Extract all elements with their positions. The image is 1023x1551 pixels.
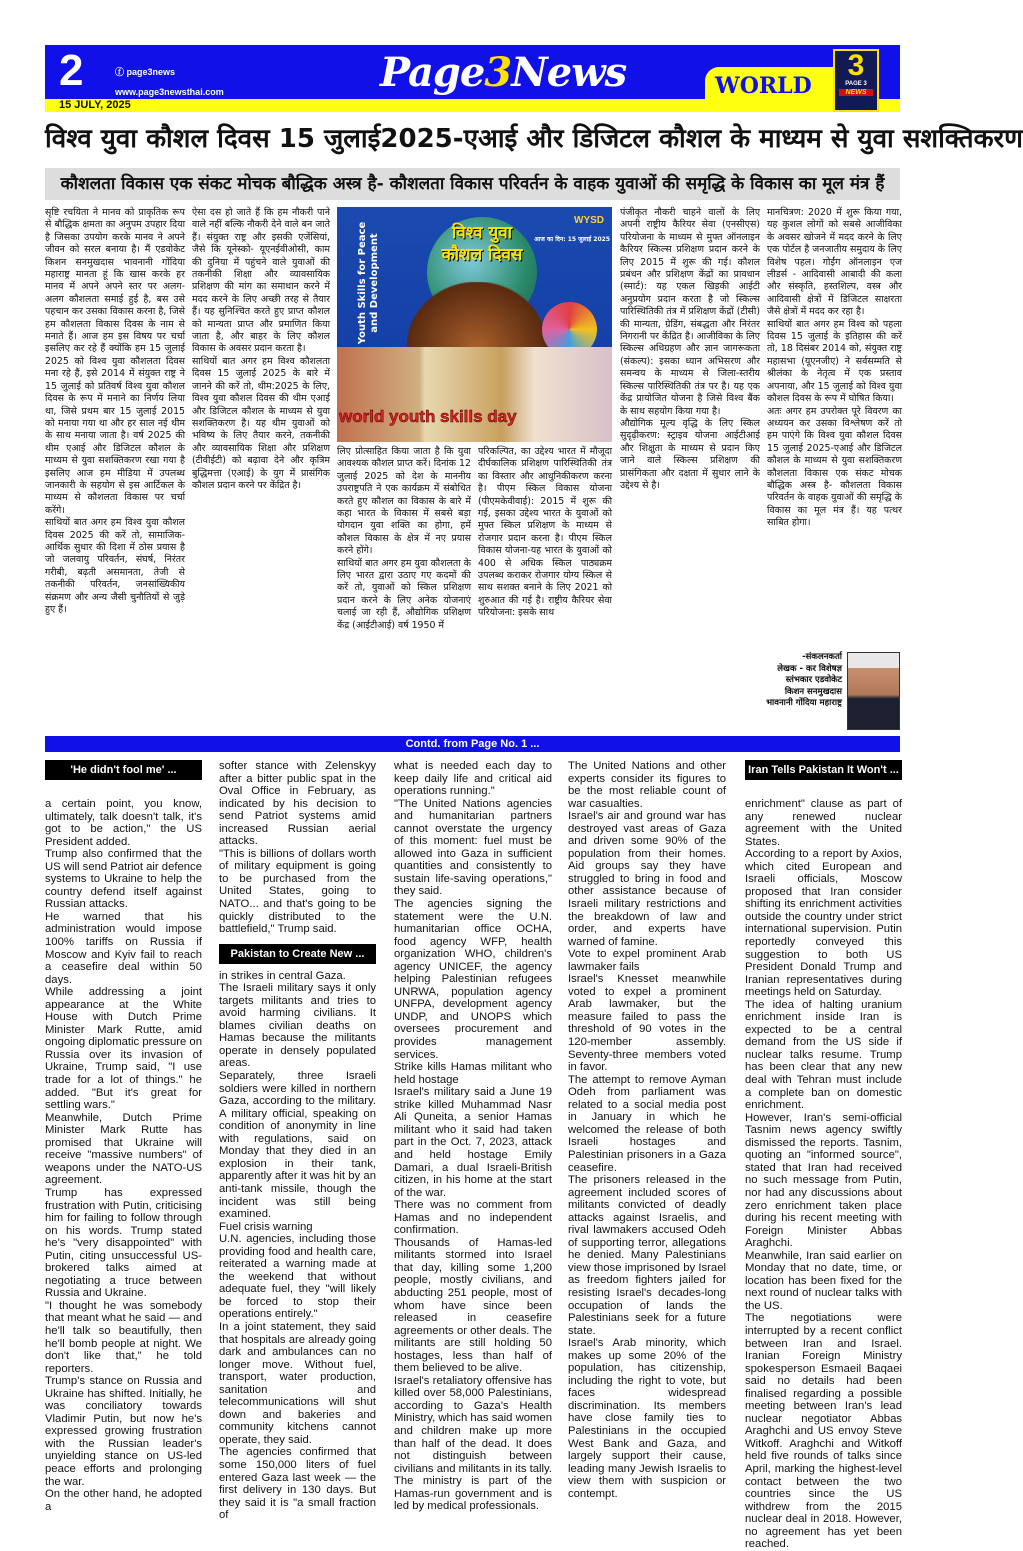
article-paragraph: in strikes in central Gaza.: [219, 969, 346, 982]
article-paragraph: साथियों बात अगर हम युवा कौशलता के लिए भारत द्वारा उठाए गए कदमों की करें तो, युवाओं को स्किल प्रशिक्षण प्रदान करने के लिए अनेक योजनाएं चलाई जा रही हैं, औद्योगिक प्रशिक्षण केंद्र (आईटीआई) वर्ष 1950 में: [337, 557, 471, 631]
section-label: WORLD: [715, 73, 812, 99]
article-paragraph: enrichment" clause as part of any renewed nuclear agreement with the United States.: [745, 798, 902, 848]
facebook-icon: ⓕ: [115, 67, 127, 77]
article-paragraph: The attempt to remove Ayman Odeh from parliament was related to a social media post in January in which he welcomed the release of both Israeli hostages and Palestinian prisoners in a Gaza ceasefire.: [568, 1073, 726, 1174]
article-paragraph: The prisoners released in the agreement included scores of militants convicted of deadly attacks against Israelis, and rival lawmakers accused Odeh of supporting terror, allegations he denied. Many Palestinians view those imprisoned by Israel as freedom fighters jailed for resisting Israel's decades-long occupation of lands the Palestinians seek for a future state.: [568, 1174, 726, 1337]
photo-globe-panel: [337, 207, 612, 347]
article-paragraph: Trump also confirmed that the US will send Patriot air defence systems to Ukraine to help the country defend itself against Russian attacks.: [45, 848, 202, 911]
article-paragraph: ऐसा दस हो जाते हैं कि हम नौकरी पाने वाले नहीं बल्कि नौकरी देने वाले बन जाते हैं। संयुक्त राष्ट्र और इसकी एजेंसियां, जैसे कि यूनेस्को- यूएनईवीओसी, काम की दुनिया में पहुंचने वाले युवाओं की तकनीकी शिक्षा और व्यावसायिक प्रशिक्षण की मांग का समाधान करने में मदद करने के लिए अच्छी तरह से तैयार हैं। यह सुनिश्चित करते हुए प्राप्त कौशल को मान्यता प्राप्त और प्रमाणित किया जाता है, और बाहर के लिए कौशल विकास के अवसर प्रदान करता है।: [192, 207, 330, 355]
article-paragraph: Strike kills Hamas militant who held hostage: [394, 1061, 552, 1086]
article-photo: [337, 207, 612, 442]
page-number: 2: [59, 46, 84, 95]
byline-role: -संकलनकर्ता: [802, 652, 842, 662]
article-paragraph: Israel's military said a June 19 strike killed Muhammad Nasr Ali Quneita, a senior Hamas militant who it said had taken part in the Oct. 7, 2023, attack and held hostage Emily Damari, a dual Israeli-British citizen, in his home at the start of the war.: [394, 1086, 552, 1199]
article-paragraph: According to a report by Axios, which cited European and Israeli officials, Moscow proposed that Iran consider shifting its enrichment activities outside the country under strict international supervision. Putin reportedly conveyed this suggestion to both US President Donald Trump and Iranian representatives during meetings held on Saturday.: [745, 848, 902, 999]
article-paragraph: Israel's retaliatory offensive has killed over 58,000 Palestinians, according to Gaza's Health Ministry, which has said women and children make up more than half of the dead. It does not distinguish between civilians and militants in its tally.: [394, 1374, 553, 1475]
article-paragraph: While addressing a joint appearance at the White House with Dutch Prime Minister Mark Rutte, amid ongoing diplomatic pressure on Russia over its invasion of Ukraine, Trump said, "I use trade for a lot of things." he added. "But it's great for settling wars.": [45, 986, 202, 1112]
article-paragraph: "This is billions of dollars worth of military equipment is going to be purchased from the United States, going to NATO... and that's going to be quickly distributed to the battlefield," Trump said.: [219, 847, 376, 936]
article-paragraph: The United Nations and other experts consider its figures to be the most reliable count of war casualties.: [568, 760, 726, 810]
sub-headline: कौशलता विकास एक संकट मोचक बौद्धिक अस्त्र है- कौशलता विकास परिवर्तन के वाहक युवाओं की समृद्धि के विकास का मूल मंत्र हैं: [45, 168, 900, 200]
story-header: Pakistan to Create New ...: [219, 944, 376, 964]
english-column-3: [394, 760, 553, 1513]
english-column-2: [219, 760, 377, 1522]
article-paragraph: Thousands of Hamas-led militants stormed into Israel that day, killing some 1,200 people, mostly civilians, and abducting 251 people, most of whom have since been released in ceasefire agreements or other deals. The militants are still holding 50 hostages, less than half of them believed to be alive.: [394, 1236, 552, 1375]
article-paragraph: a certain point, you know, ultimately, talk doesn't talk, it's got to be action," the US President added.: [45, 798, 202, 848]
article-paragraph: मानचित्रण: 2020 में शुरू किया गया, यह कुशल लोगों को सबसे आजीविका के अवसर खोजने में मदद करने के लिए एक पोर्टल है जनजातीय समुदाय के लिए विशेष पहल। गोईंग ऑनलाइन एज लीडर्स - आदिवासी आबादी की कला और संस्कृति, हस्तशिल्प, वस्त्र और आदिवासी क्षेत्रों में डिजिटल साक्षरता जैसे क्षेत्रों में मदद कर रहा है।: [767, 207, 902, 318]
article-paragraph: In a joint statement, they said that hospitals are already going dark and ambulances can no longer move. Without fuel, transport, water production, sanitation and telecommunications will shut down and bakeries and community kitchens cannot operate, they said.: [219, 1320, 377, 1446]
article-paragraph: He warned that his administration would impose 100% tariffs on Russia if Moscow and Kyiv fail to reach a ceasefire deal within 50 days.: [45, 910, 202, 986]
facebook-handle[interactable]: [115, 65, 175, 78]
article-paragraph: Israel's air and ground war has destroyed vast areas of Gaza and driven some 90% of the population from their homes. Aid groups say they have struggled to bring in food and other assistance because of Israeli military restrictions and the breakdown of law and order, and experts have warned of famine.: [568, 810, 726, 948]
hindi-column-5: [620, 207, 760, 730]
article-paragraph: Meanwhile, Iran said earlier on Monday that no date, time, or location has been fixed for the next round of nuclear talks with the US.: [745, 1249, 902, 1312]
photo-vertical-text: Youth Skills for Peace and Development: [357, 221, 380, 345]
article-paragraph: However, Iran's semi-official Tasnim news agency swiftly dismissed the reports. Tasnim, quoting an "informed source", stated that Iran had received no such message from Putin, nor had any discussions about zero enrichment taken place during his recent meeting with Foreign Minister Abbas Araghchi.: [745, 1111, 902, 1250]
photo-title: विश्व युवा कौशल दिवस: [441, 223, 523, 265]
photo-caption: world youth skills day: [339, 407, 517, 426]
article-paragraph: सृष्टि रचयिता ने मानव को प्राकृतिक रूप से बौद्धिक क्षमता का अनुपम उपहार दिया है जिसका उपयोग करके मानव ने अपने जीवन को सरल बनाया है। मैं एडवोकेट किशन सनमुखदास भावनानी गोंदिया महाराष्ट्र मानता हूं कि खास करके हर मानव में अपने अपने स्तर पर अलग-अलग कौशलता समाई हुई है, बस उसे पहचान कर उसका विकास करना है, जिसे हम कौशलता विकास दिवस के नाम से मनाते हैं। आज हम इस विषय पर चर्चा इसलिए कर रहे हैं क्योंकि हम 15 जुलाई 2025 को विश्व युवा कौशलता दिवस मना रहे हैं, इसे 2014 में संयुक्त राष्ट्र ने 15 जुलाई को प्रतिवर्ष विश्व युवा कौशल दिवस के रूप में मनाने का निर्णय लिया था, जिसे प्रथम बार 15 जुलाई 2015 को मनाया गया था और हर साल नई थीम के साथ मनाया जाता है। वर्ष 2025 की थीम एआई और डिजिटल कौशल के माध्यम से युवा सशक्तिकरण रखा गया है इसलिए आज हम मीडिया में उपलब्ध जानकारी के सहयोग से इस आर्टिकल के माध्यम से कौशलता विकास पर चर्चा करेंगे।: [45, 207, 185, 516]
hindi-column-2: [192, 207, 330, 730]
article-paragraph: साथियों बात अगर हम विश्व को पहला दिवस 15 जुलाई के इतिहास की करें तो, 18 दिसंबर 2014 को, संयुक्त राष्ट्र महासभा (यूएनजीए) ने सर्वसम्मति से श्रीलंका के नेतृत्व में एक प्रस्ताव अपनाया, और 15 जुलाई को विश्व युवा कौशल दिवस के रूप में घोषित किया।: [767, 318, 902, 405]
article-paragraph: साथियों बात अगर हम विश्व युवा कौशल दिवस 2025 की करें तो, सामाजिक-आर्थिक सुधार की दिशा में ठोस प्रयास है जो जलवायु परिवर्तन, संघर्ष, निरंतर गरीबी, बढ़ती असमानता, तेजी से तकनीकी परिवर्तन, जनसांख्यिकीय संक्रमण और अन्य जैसी चुनौतियों से जुड़े हुए हैं।: [45, 517, 185, 615]
article-paragraph: औद्योगिक मूल्य वृद्धि के लिए स्किल सुदृढ़ीकरण: स्ट्राइव योजना आईटीआई और शिक्षुता के माध्यम से प्रदान किए जाने वाले स्किल्स प्रशिक्षण की प्रासंगिकता और दक्षता में सुधार लाने के उद्देश्य से है।: [620, 417, 760, 491]
article-paragraph: U.N. agencies, including those providing food and health care, reiterated a warning made at the weekend that without adequate fuel, they "will likely be forced to stop their operations entirely.": [219, 1233, 376, 1321]
main-headline: विश्व युवा कौशल दिवस 15 जुलाई2025-एआई और डिजिटल कौशल के माध्यम से युवा सशक्तिकरण: [45, 124, 1023, 154]
hands-graphic: [407, 282, 547, 347]
hindi-column-1: [45, 207, 185, 730]
article-paragraph: On the other hand, he adopted a: [45, 1488, 202, 1513]
continued-bar: Contd. from Page No. 1 ...: [45, 736, 900, 752]
photo-collage: [337, 347, 612, 442]
article-paragraph: Separately, three Israeli soldiers were killed in northern Gaza, according to the military. A military official, speaking on condition of anonymity in line with regulations, said on Monday that they died in an explosion in their tank, apparently after it was hit by an anti-tank missile, though the incident was still being examined.: [219, 1070, 376, 1221]
hindi-column-3: [337, 446, 471, 730]
wysd-logo: WYSD: [574, 215, 604, 226]
article-paragraph: The agencies confirmed that some 150,000 liters of fuel entered Gaza last week — the first delivery in 130 days. But they said it is "a small fraction of: [219, 1446, 376, 1522]
byline-title: लेखक - कर विशेषज्ञ स्तंभकार एडवोकेट: [777, 663, 842, 685]
hindi-column-4: [478, 446, 612, 730]
article-paragraph: अतः अगर हम उपरोक्त पूरे विवरण का अध्ययन कर उसका विश्लेषण करें तो हम पाएंगे कि विश्व युवा कौशल दिवस 15 जुलाई 2025-एआई और डिजिटल कौशल के माध्यम से युवा सशक्तिकरण कौशलता विकास एक संकट मोचक बौद्धिक अस्त्र है- कौशलता विकास परिवर्तन के वाहक युवाओं की समृद्धि के विकास का मूल मंत्र हैं। यह पत्थर साबित होगा।: [767, 405, 902, 529]
story-header: Iran Tells Pakistan It Won't ...: [745, 760, 902, 780]
article-paragraph: There was no comment from Hamas and no independent confirmation.: [394, 1199, 552, 1237]
article-paragraph: The Israeli military says it only targets militants and tries to avoid harming civilians. It blames civilian deaths on Hamas because the militants operate in densely populated areas.: [219, 982, 376, 1070]
article-paragraph: "The United Nations agencies and humanitarian partners cannot overstate the urgency of this moment: fuel must be allowed into Gaza in sufficient quantities and consistently to sustain life-saving operations," they said.: [394, 797, 552, 898]
hindi-column-6: [767, 207, 902, 641]
article-paragraph: what is needed each day to keep daily life and critical aid operations running.": [394, 760, 552, 798]
story-header: 'He didn't fool me' ...: [45, 760, 202, 780]
masthead: [45, 45, 900, 112]
issue-date: 15 JULY, 2025: [59, 99, 131, 111]
english-column-5: [745, 760, 902, 1551]
byline-name: किशन सनमुखदास भावनानी गोंदिया महाराष्ट्र: [766, 686, 842, 708]
article-paragraph: Trump has expressed frustration with Putin, criticising him for failing to follow through on his words. Trump stated he's "very disappointed" with Putin, citing unsuccessful US-brokered talks aimed at negotiating a truce between Russia and Ukraine.: [45, 1186, 202, 1300]
article-paragraph: softer stance with Zelenskyy after a bitter public spat in the Oval Office in February, as indicated by his decision to send Patriot systems amid increased Russian aerial attacks.: [219, 760, 376, 848]
logo-text-three: 3: [484, 49, 512, 96]
facebook-label: page3news: [126, 67, 176, 77]
badge-number: 3: [847, 49, 865, 82]
article-paragraph: Fuel crisis warning: [219, 1220, 313, 1233]
article-paragraph: Vote to expel prominent Arab lawmaker fails: [568, 948, 726, 973]
website-link[interactable]: www.page3newsthai.com: [115, 87, 224, 97]
page3-badge: [833, 49, 879, 112]
logo-text-page: Page: [380, 49, 485, 96]
article-paragraph: पंजीकृत नौकरी चाहने वालों के लिए अपनी राष्ट्रीय कैरियर सेवा (एनसीएस) परियोजना के माध्यम से मुफ्त ऑनलाइन कैरियर स्किल्स प्रशिक्षण प्रदान करने के लिए 2015 में शुरू की गई। कौशल प्रबंधन और प्रशिक्षण केंद्रों का प्रावधान (स्मार्ट): यह एकल खिड़की आईटी अनुप्रयोग प्रदान करता है जो स्किल्स पारिस्थितिकी तंत्र में प्रशिक्षण केंद्रों (टीसी) की मान्यता, ग्रेडिंग, संबद्धता और निरंतर निगरानी पर केंद्रित है। आजीविका के लिए स्किल्स अधिग्रहण और ज्ञान जागरूकता (संकल्प): इसका ध्यान अभिसरण और समन्वय के माध्यम से जिला-स्तरीय स्किल्स पारिस्थितिकी तंत्र पर है। यह एक केंद्र प्रायोजित योजना है जिसे विश्व बैंक के साथ सहयोग किया गया है।: [620, 207, 760, 417]
badge-news: NEWS: [839, 89, 873, 96]
article-paragraph: साथियों बात अगर हम विश्व कौशलता दिवस 15 जुलाई 2025 के बारे में जानने की करें तो, थीम:2025 के लिए, विश्व युवा कौशल दिवस की थीम एआई और डिजिटल कौशल के माध्यम से युवा सशक्तिकरण है। यह थीम युवाओं को भविष्य के लिए तैयार करने, तकनीकी और व्यावसायिक शिक्षा और प्रशिक्षण (टीवीईटी) को बढ़ावा देने और कृत्रिम बुद्धिमत्ता (एआई) के युग में प्रासंगिक कौशल प्रदान करने पर केंद्रित है।: [192, 355, 330, 491]
author-photo: [847, 652, 900, 730]
article-paragraph: Israel's Knesset meanwhile voted to expel a prominent Arab lawmaker, but the measure failed to pass the threshold of 90 votes in the 120-member assembly. Seventy-three members voted in favor.: [568, 973, 726, 1074]
article-paragraph: Israel's Arab minority, which makes up some 20% of the population, has citizenship, including the right to vote, but faces widespread discrimination. Its members have close family ties to Palestinians in the occupied West Bank and Gaza, and largely support their cause, leading many Jewish Israelis to view them with suspicion or contempt.: [568, 1337, 726, 1500]
article-paragraph: परिकल्पित, का उद्देश्य भारत में मौजूदा दीर्घकालिक प्रशिक्षण पारिस्थितिकी तंत्र का विस्तार और आधुनिकीकरण करना है। पीएम स्किल विकास योजना (पीएमकेवीवाई): 2015 में शुरू की गई, इसका उद्देश्य भारत के युवाओं को मुफ्त स्किल प्रशिक्षण के माध्यम से रोजगार प्रदान करना है। पीएम स्किल विकास योजना-यह भारत के युवाओं को 400 से अधिक स्किल पाठ्यक्रम उपलब्ध कराकर रोजगार योग्य स्किल से साथ सशक्त बनाने के लिए 2021 को शुरुआत की गई है। राष्ट्रीय कैरियर सेवा परियोजना: इसके साथ: [478, 446, 612, 619]
newspaper-logo: [380, 51, 626, 95]
photo-date: आज का दिन: 15 जुलाई 2025: [534, 236, 610, 243]
article-paragraph: The negotiations were interrupted by a recent conflict between Iran and Israel. Iranian Foreign Ministry spokesperson Esmaeil Baqaei said no details had been finalised regarding a possible meeting between Iran's lead nuclear negotiator Abbas Araghchi and US envoy Steve Witkoff. Araghchi and Witkoff held five rounds of talks since April, marking the highest-level contact between the two countries since the US withdrew from the 2015 nuclear deal in 2018. However, no agreement has yet been reached.: [745, 1312, 902, 1551]
article-paragraph: लिए प्रोत्साहित किया जाता है कि युवा आवश्यक कौशल प्राप्त करें। दिनांक 12 जुलाई 2025 को देश के माननीय उपराष्ट्रपति ने एक कार्यक्रम में संबोधित करते हुए कौशल का विकास के बारे में कहा भारत के विकास में सबसे बड़ा योगदान युवा शक्ति का होगा, हमें कौशल विकास के क्षेत्र में नए प्रयास करने होंगे।: [337, 446, 471, 557]
logo-text-news: News: [511, 49, 627, 96]
article-paragraph: Meanwhile, Dutch Prime Minister Mark Rutte has promised that Ukraine will receive "massive numbers" of weapons under the NATO-US agreement.: [45, 1111, 202, 1187]
author-byline: [766, 652, 842, 710]
article-paragraph: The idea of halting uranium enrichment inside Iran is expected to be a central demand from the US side if nuclear talks resume. Trump has been clear that any new deal with Tehran must include a complete ban on domestic enrichment.: [745, 998, 902, 1112]
article-paragraph: Trump's stance on Russia and Ukraine has shifted. Initially, he was conciliatory towards Vladimir Putin, but now he's expressed growing frustration with the Russian leader's unyielding stance on US-led peace efforts and prolonging the war.: [45, 1375, 202, 1488]
english-column-4: [568, 760, 726, 1500]
article-paragraph: The agencies signing the statement were the U.N. humanitarian office OCHA, food agency WFP, health organization WHO, children's agency UNICEF, the agency helping Palestinian refugees UNRWA, population agency UNFPA, development agency UNDP, and UNOPS which oversees procurement and provides management services.: [394, 898, 552, 1061]
article-paragraph: "I thought he was somebody that meant what he said — and he'll talk so beautifully, then he'll bomb people at night. We don't like that," he told reporters.: [45, 1299, 202, 1375]
article-paragraph: The ministry is part of the Hamas-run government and is led by medical professionals.: [394, 1475, 552, 1513]
badge-page: PAGE 3: [845, 81, 867, 87]
english-column-1: [45, 760, 202, 1513]
